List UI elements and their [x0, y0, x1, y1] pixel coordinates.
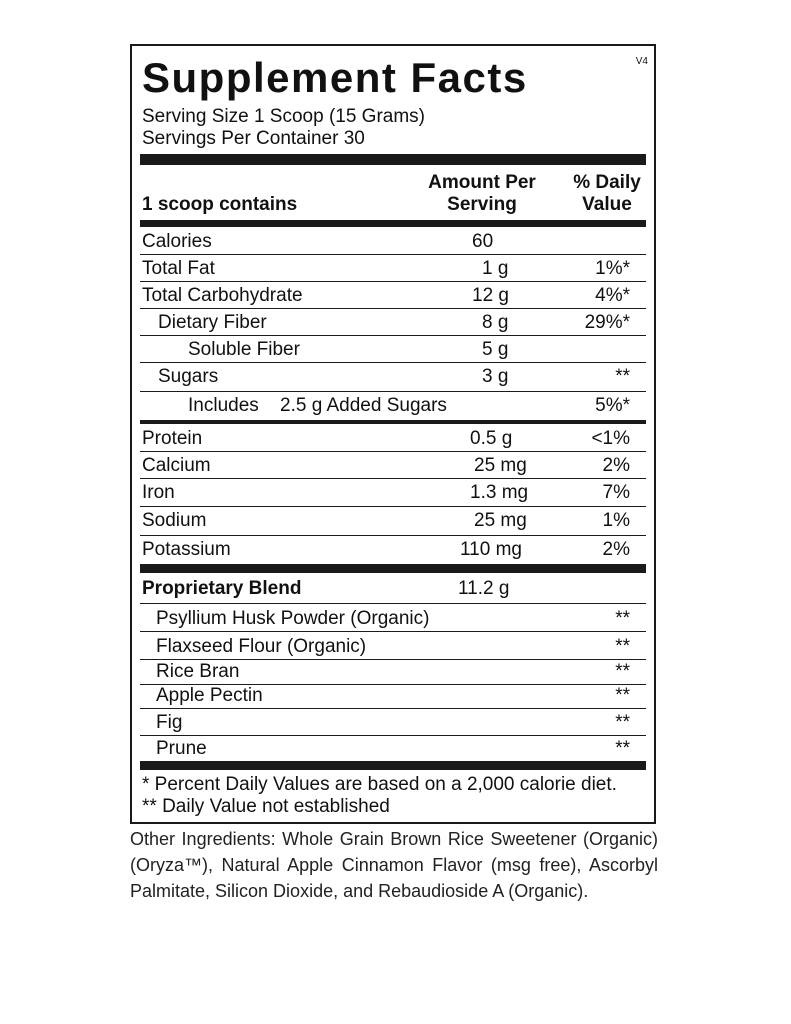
- nutrient-row-total-fat: [140, 254, 646, 281]
- column-header-amount-line2: Serving: [447, 194, 517, 215]
- nutrient-amount: 60: [472, 231, 494, 252]
- blend-item-name: Fig: [156, 712, 183, 733]
- blend-item-dv: **: [615, 738, 630, 759]
- column-header-amount: [412, 172, 552, 216]
- nutrient-dv: **: [615, 366, 630, 387]
- column-header-contains: 1 scoop contains: [142, 194, 298, 215]
- nutrient-name: Calories: [142, 231, 212, 252]
- nutrient-row-soluble-fiber: [140, 335, 646, 362]
- thick-divider-header: [140, 220, 646, 227]
- blend-item-name: Rice Bran: [156, 661, 240, 682]
- nutrient-name: Includes: [188, 395, 259, 416]
- nutrient-row-sodium: [140, 506, 646, 533]
- nutrient-amount: 3 g: [482, 366, 509, 387]
- blend-row-header: [140, 574, 646, 601]
- nutrient-name: Sugars: [158, 366, 219, 387]
- nutrient-amount: 2.5 g Added Sugars: [280, 395, 447, 416]
- nutrient-amount: 1 g: [482, 258, 509, 279]
- blend-item-row: [140, 631, 646, 659]
- nutrient-name: Iron: [142, 482, 175, 503]
- column-header-dv-line1: % Daily: [573, 172, 641, 193]
- nutrient-dv: 2%: [602, 539, 630, 560]
- nutrient-amount: 25 mg: [474, 510, 527, 531]
- nutrient-row-calcium: [140, 451, 646, 478]
- column-header-amount-line1: Amount Per: [428, 172, 536, 193]
- footnote-not-established: ** Daily Value not established: [142, 796, 390, 817]
- panel-title: Supplement Facts: [142, 54, 528, 101]
- nutrient-row-calories: [140, 227, 646, 254]
- blend-item-dv: **: [615, 608, 630, 629]
- servings-per-container: Servings Per Container 30: [142, 128, 365, 149]
- nutrient-dv: 5%*: [595, 395, 630, 416]
- version-label: V4: [635, 56, 648, 67]
- nutrient-name: Protein: [142, 428, 203, 449]
- serving-size: Serving Size 1 Scoop (15 Grams): [142, 106, 426, 127]
- nutrient-name: Potassium: [142, 539, 231, 560]
- blend-item-name: Psyllium Husk Powder (Organic): [156, 608, 430, 629]
- column-header-dv-line2: Value: [582, 194, 632, 215]
- blend-name: Proprietary Blend: [142, 578, 302, 599]
- blend-item-dv: **: [615, 712, 630, 733]
- nutrient-row-iron: [140, 478, 646, 505]
- nutrient-amount: 8 g: [482, 312, 509, 333]
- blend-amount: 11.2 g: [458, 578, 510, 599]
- thick-divider-top: [140, 154, 646, 165]
- nutrient-row-added-sugars: [140, 389, 646, 418]
- blend-item-row: [140, 735, 646, 761]
- nutrient-row-protein: [140, 424, 646, 451]
- blend-item-dv: **: [615, 685, 630, 706]
- nutrient-row-potassium: [140, 535, 646, 562]
- other-ingredients: Other Ingredients: Whole Grain Brown Rice Sweetener (Organic)(Oryza™), Natural Apple Cinnamon Flavor (msg free), Ascorbyl Palmitate, Silicon Dioxide, and Rebaudioside A (Organic).: [130, 829, 658, 901]
- blend-item-row: [140, 603, 646, 631]
- nutrient-name: Dietary Fiber: [158, 312, 267, 333]
- blend-item-row: [140, 659, 646, 684]
- nutrient-dv: 1%*: [595, 258, 630, 279]
- nutrient-dv: <1%: [591, 428, 630, 449]
- nutrient-dv: 4%*: [595, 285, 630, 306]
- nutrient-amount: 5 g: [482, 339, 509, 360]
- nutrient-amount: 25 mg: [474, 455, 527, 476]
- nutrient-amount: 110 mg: [460, 539, 522, 560]
- nutrient-amount: 1.3 mg: [470, 482, 529, 503]
- column-header-daily-value: [552, 172, 662, 216]
- nutrient-name: Total Fat: [142, 258, 215, 279]
- nutrient-amount: 0.5 g: [470, 428, 513, 449]
- nutrient-amount: 12 g: [472, 285, 509, 306]
- nutrient-row-dietary-fiber: [140, 308, 646, 335]
- thick-divider-blend: [140, 564, 646, 573]
- nutrient-name: Calcium: [142, 455, 211, 476]
- nutrient-dv: 7%: [602, 482, 630, 503]
- blend-item-dv: **: [615, 661, 630, 682]
- blend-item-name: Prune: [156, 738, 207, 759]
- supplement-facts-panel: [130, 44, 656, 824]
- blend-item-name: Flaxseed Flour (Organic): [156, 636, 367, 657]
- blend-item-row: [140, 684, 646, 708]
- nutrient-row-total-carbohydrate: [140, 281, 646, 308]
- thick-divider-footer: [140, 761, 646, 770]
- nutrient-name: Soluble Fiber: [188, 339, 300, 360]
- nutrient-dv: 1%: [602, 510, 630, 531]
- nutrient-name: Total Carbohydrate: [142, 285, 303, 306]
- blend-item-name: Apple Pectin: [156, 685, 263, 706]
- nutrient-dv: 29%*: [584, 312, 630, 333]
- blend-item-dv: **: [615, 636, 630, 657]
- nutrient-name: Sodium: [142, 510, 207, 531]
- blend-item-row: [140, 708, 646, 735]
- nutrient-row-sugars: [140, 362, 646, 389]
- nutrient-dv: 2%: [602, 455, 630, 476]
- footnote-daily-values: * Percent Daily Values are based on a 2,000 calorie diet.: [142, 774, 617, 795]
